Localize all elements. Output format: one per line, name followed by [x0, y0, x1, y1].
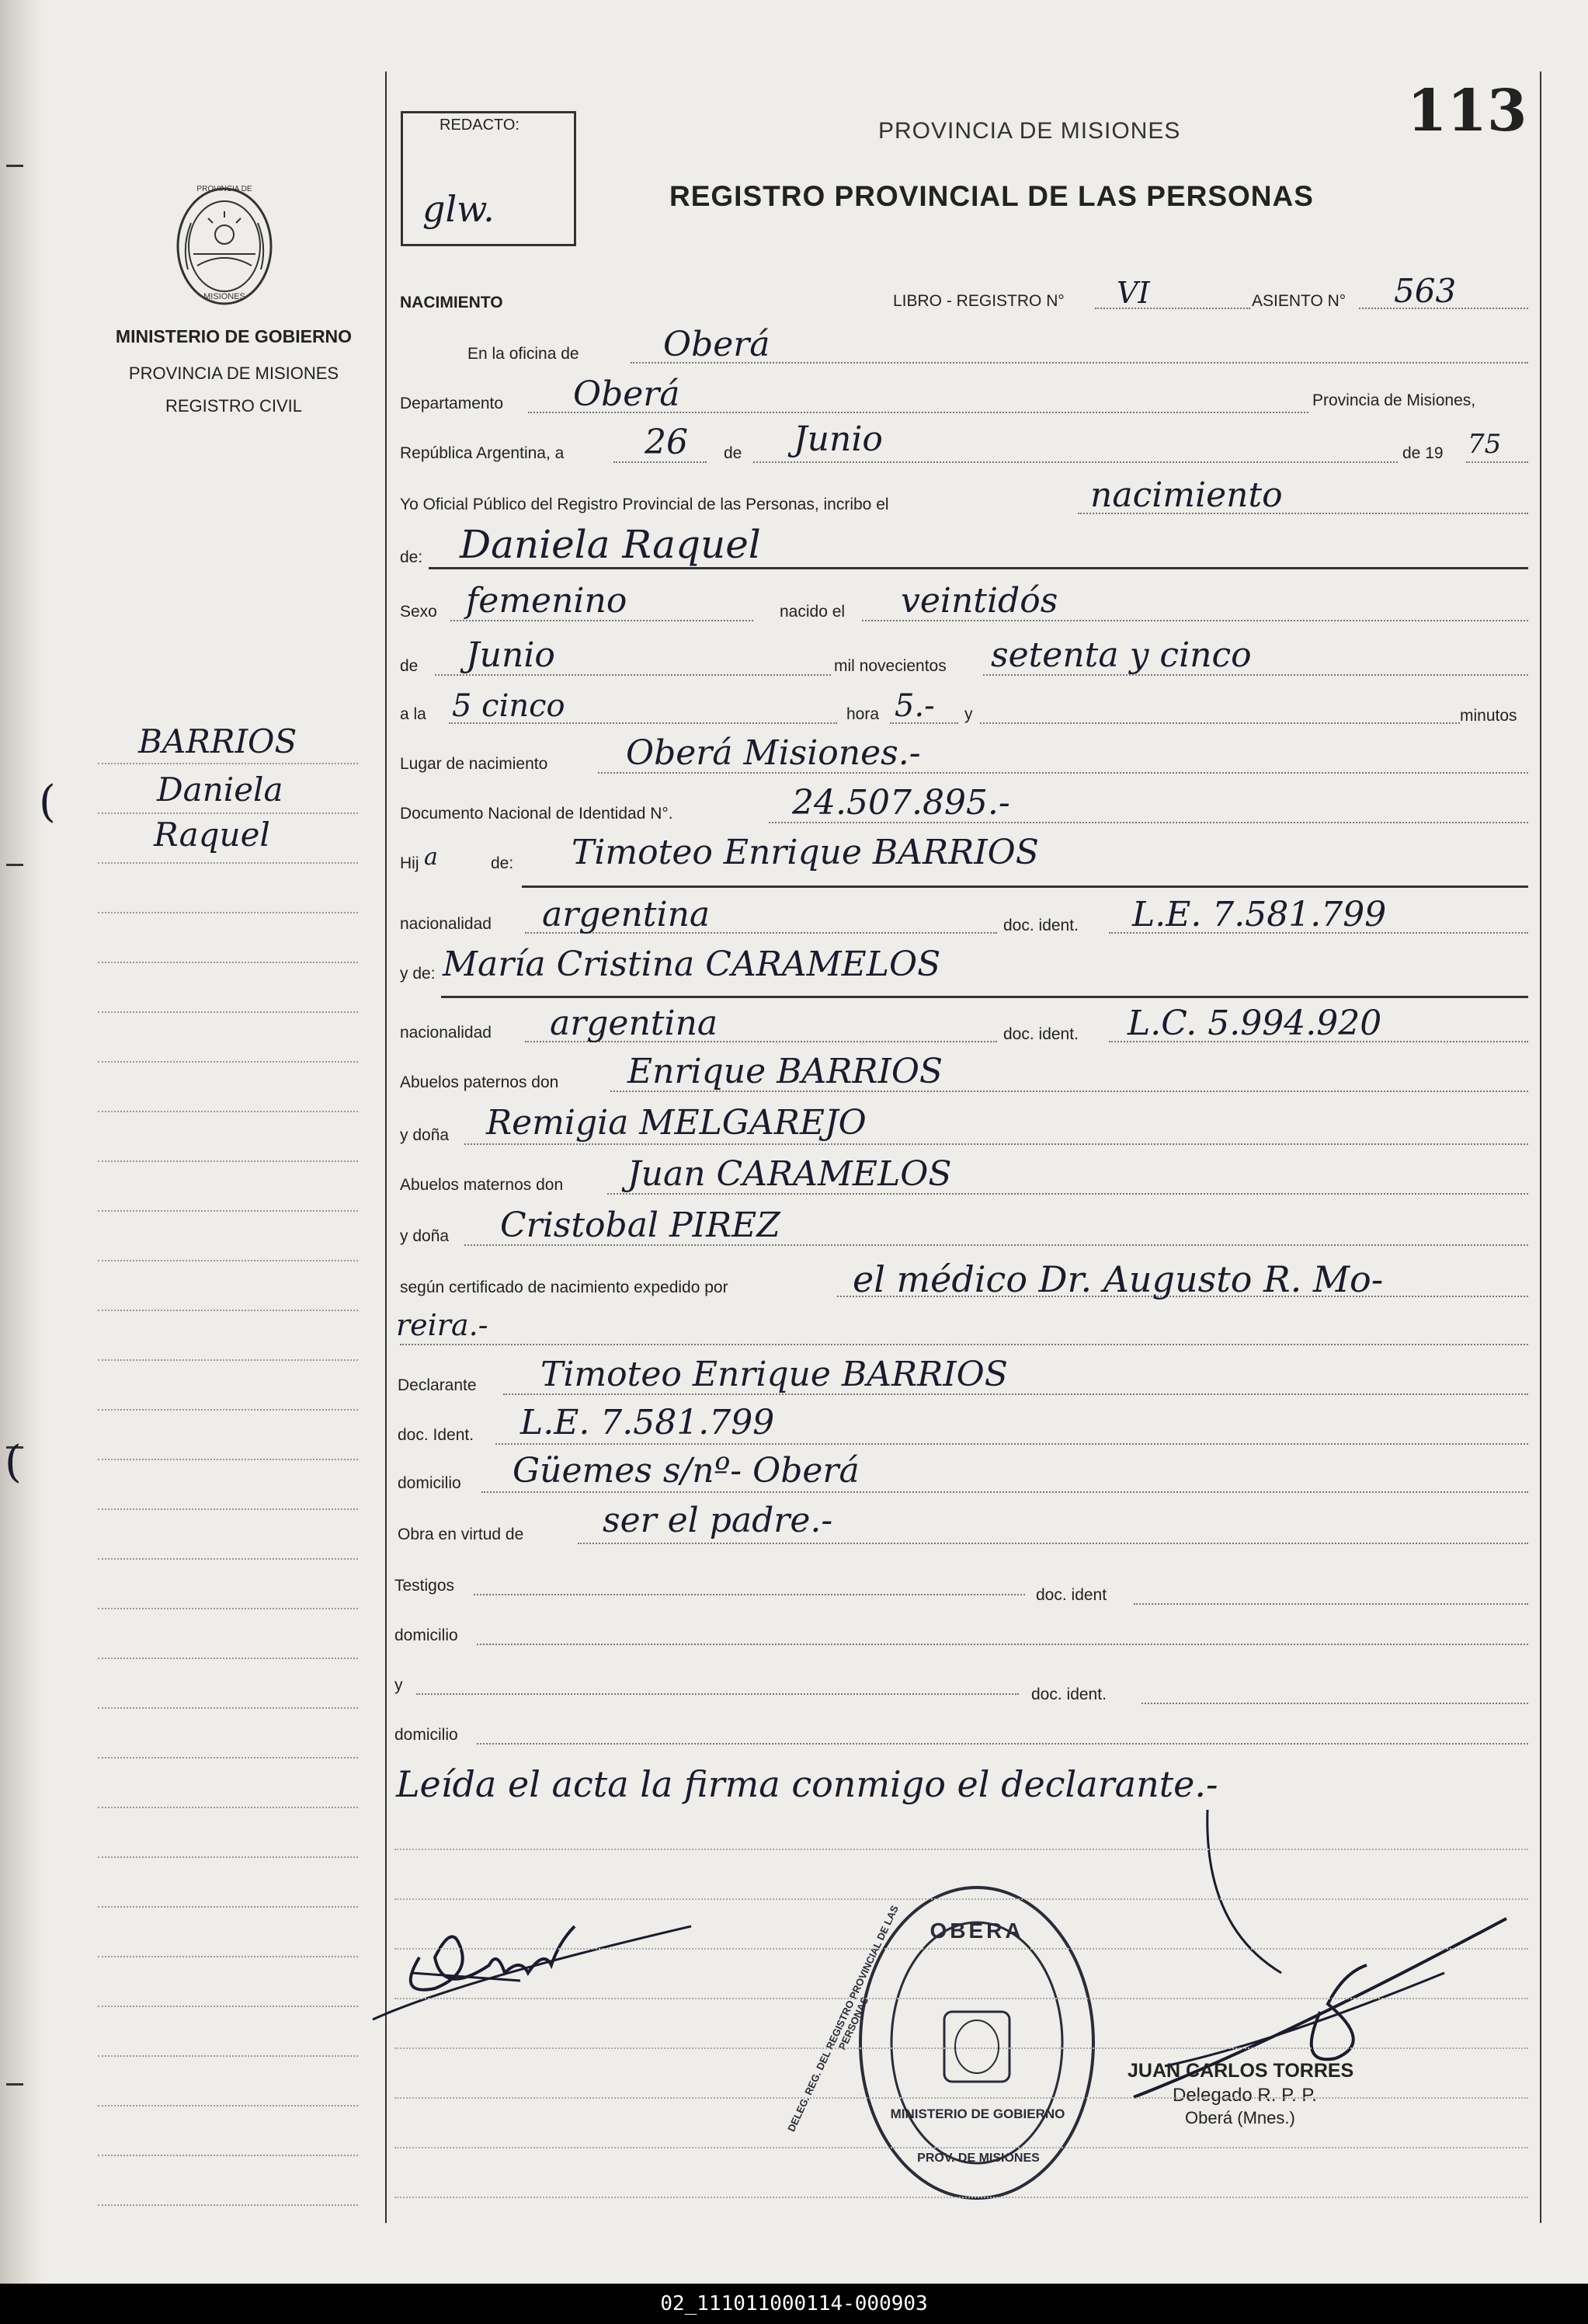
- sidebar-registro-civil: REGISTRO CIVIL: [165, 396, 303, 416]
- margin-name-line-2: Daniela: [157, 771, 283, 809]
- doc-dec-value: L.E. 7.581.799: [520, 1403, 775, 1442]
- doc-t1-field-line: [1134, 1603, 1528, 1605]
- minutos-field-line: [980, 722, 1460, 724]
- certificado-cont-line: [400, 1344, 1528, 1345]
- declarante-value: Timoteo Enrique BARRIOS: [540, 1355, 1008, 1394]
- libro-value: VI: [1117, 276, 1150, 310]
- certificado-value: el médico Dr. Augusto R. Mo-: [853, 1258, 1384, 1300]
- hijo-de-label: de:: [491, 854, 514, 872]
- departamento-label: Departamento: [400, 395, 504, 412]
- nombre-field-line: [429, 567, 1528, 569]
- anio-text-value: setenta y cinco: [991, 635, 1252, 675]
- nac2-label: nacionalidad: [400, 1024, 492, 1042]
- redacto-label: REDACTO:: [440, 117, 519, 134]
- doc-dec-label: doc. Ident.: [398, 1426, 474, 1444]
- nac1-label: nacionalidad: [400, 915, 492, 933]
- day-value: 26: [645, 423, 688, 462]
- margin-name-line-1: BARRIOS: [138, 722, 297, 760]
- ala-label: a la: [400, 705, 426, 723]
- minutos-label: minutos: [1460, 707, 1517, 725]
- margin-ruled-line: [98, 1856, 358, 1858]
- mes2-value: Junio: [466, 635, 555, 675]
- margin-ruled-line: [98, 1658, 358, 1659]
- libro-label: LIBRO - REGISTRO N°: [893, 292, 1065, 310]
- margin-check-mark: (: [5, 1437, 22, 1487]
- margin-ruled-line: [98, 1359, 358, 1361]
- abuela-pat-field-line: [464, 1143, 1528, 1145]
- y-t-field-line: [416, 1693, 1019, 1695]
- margin-ruled-line: [98, 1558, 358, 1560]
- year-value: 75: [1468, 429, 1502, 460]
- de-label: de: [724, 444, 742, 462]
- doc-t2-field-line: [1141, 1703, 1528, 1704]
- margin-ruled-line: [98, 1061, 358, 1063]
- oficina-value: Oberá: [663, 325, 770, 364]
- y-label: y: [964, 705, 973, 723]
- declarante-label: Declarante: [398, 1376, 477, 1394]
- obra-label: Obra en virtud de: [398, 1526, 524, 1543]
- inscribe-value: nacimiento: [1090, 475, 1283, 515]
- dom-t1-label: domicilio: [394, 1626, 458, 1644]
- asiento-value: 563: [1394, 272, 1457, 310]
- nac2-value: argentina: [550, 1004, 718, 1043]
- signature-area-ruled-line: [394, 1849, 1528, 1850]
- testigos-field-line: [474, 1594, 1025, 1595]
- oficina-label: En la oficina de: [467, 345, 579, 363]
- margin-ruled-line: [98, 1111, 358, 1112]
- hora-label: hora: [846, 705, 880, 723]
- margin-ruled-line: [98, 912, 358, 913]
- dni-value: 24.507.895.-: [792, 783, 1010, 823]
- doc2-label: doc. ident.: [1003, 1025, 1079, 1043]
- abuelos-mat-label: Abuelos maternos don: [400, 1176, 564, 1194]
- redacto-value: glw.: [422, 188, 495, 230]
- closing-text: Leída el acta la firma conmigo el declarante.-: [396, 1763, 1218, 1805]
- dom-t2-label: domicilio: [394, 1726, 458, 1744]
- testigos-label: Testigos: [394, 1577, 455, 1595]
- signer-name: JUAN CARLOS TORRES: [1128, 2060, 1354, 2082]
- doc-t1-label: doc. ident: [1036, 1586, 1107, 1604]
- abuelo-pat-value: Enrique BARRIOS: [627, 1052, 943, 1091]
- mil-label: mil novecientos: [834, 657, 947, 675]
- signature-area-ruled-line: [394, 2047, 1528, 2049]
- margin-ruled-line: [98, 1160, 358, 1162]
- margin-ruled-line: [98, 763, 358, 764]
- margin-check-mark: (: [39, 777, 56, 827]
- sidebar-ministry: MINISTERIO DE GOBIERNO: [115, 326, 353, 346]
- nombre-value: Daniela Raquel: [460, 522, 761, 567]
- margin-ruled-line: [98, 812, 358, 814]
- departamento-value: Oberá: [573, 374, 680, 414]
- margin-mark: [6, 165, 23, 167]
- lugar-value: Oberá Misiones.-: [626, 733, 921, 773]
- ydona2-label: y doña: [400, 1227, 450, 1245]
- month-field-line: [753, 461, 1398, 463]
- signature-area-ruled-line: [394, 2197, 1528, 2198]
- doc1-value: L.E. 7.581.799: [1132, 895, 1387, 934]
- margin-ruled-line: [98, 2105, 358, 2107]
- seal-top-text: PROVINCIA DE: [196, 185, 252, 193]
- nac1-value: argentina: [542, 895, 711, 934]
- abuelo-mat-value: Juan CARAMELOS: [627, 1154, 952, 1194]
- frame-right-line: [1540, 71, 1541, 2223]
- margin-ruled-line: [98, 1210, 358, 1212]
- dni-label: Documento Nacional de Identidad N°.: [400, 805, 673, 823]
- obra-field-line: [578, 1543, 1528, 1544]
- signer-place: Oberá (Mnes.): [1185, 2108, 1295, 2127]
- sexo-label: Sexo: [400, 603, 437, 621]
- margin-ruled-line: [98, 2155, 358, 2156]
- hijo-label: Hij: [400, 854, 419, 872]
- madre-label: y de:: [400, 965, 436, 983]
- padre-value: Timoteo Enrique BARRIOS: [572, 833, 1039, 872]
- domicilio-field-line: [481, 1491, 1528, 1493]
- signature-area-ruled-line: [394, 1898, 1528, 1900]
- margin-ruled-line: [98, 862, 358, 864]
- declarant-signature: [365, 1864, 707, 2035]
- dom-t2-field-line: [477, 1743, 1528, 1745]
- file-id-footer: 02_111011000114-000903: [0, 2284, 1588, 2324]
- margin-ruled-line: [98, 1508, 358, 1510]
- stamp-place: OBERA: [930, 1919, 1024, 1943]
- page-number: 113: [1407, 78, 1527, 144]
- obra-value: ser el padre.-: [603, 1501, 833, 1540]
- domicilio-label: domicilio: [398, 1474, 461, 1492]
- margin-ruled-line: [98, 2204, 358, 2206]
- certificado-cont-value: reira.-: [396, 1308, 488, 1342]
- doc-t2-label: doc. ident.: [1031, 1686, 1107, 1703]
- month-value: Junio: [794, 419, 883, 459]
- stamp-bottom-text: PROV. DE MISIONES: [917, 2152, 1040, 2165]
- doc2-value: L.C. 5.994.920: [1128, 1004, 1382, 1043]
- certificado-label: según certificado de nacimiento expedido por: [400, 1279, 728, 1296]
- margin-ruled-line: [98, 1608, 358, 1609]
- signature-area-ruled-line: [394, 2097, 1528, 2099]
- dom-t1-field-line: [477, 1644, 1528, 1645]
- signature-area-ruled-line: [394, 1948, 1528, 1950]
- margin-ruled-line: [98, 1707, 358, 1709]
- lugar-label: Lugar de nacimiento: [400, 755, 548, 773]
- nacido-value: veintidós: [901, 581, 1058, 621]
- doc1-label: doc. ident.: [1003, 917, 1079, 934]
- sexo-value: femenino: [466, 581, 627, 621]
- year-field-line: [1466, 461, 1528, 463]
- margin-ruled-line: [98, 1011, 358, 1013]
- hora-value: 5.-: [895, 688, 935, 724]
- republica-label: República Argentina, a: [400, 444, 565, 462]
- margin-ruled-line: [98, 1956, 358, 1957]
- doc-dec-field-line: [495, 1443, 1528, 1445]
- abuela-mat-value: Cristobal PIREZ: [500, 1205, 780, 1245]
- inscribe-label: Yo Oficial Público del Registro Provincial de las Personas, incribo el: [400, 496, 889, 513]
- header-registry: REGISTRO PROVINCIAL DE LAS PERSONAS: [669, 180, 1314, 212]
- y-t-label: y: [394, 1676, 403, 1694]
- book-spine: [0, 0, 45, 2284]
- margin-ruled-line: [98, 1260, 358, 1261]
- margin-ruled-line: [98, 1409, 358, 1411]
- nombre-label: de:: [400, 548, 423, 566]
- margin-name-line-3: Raquel: [154, 816, 270, 854]
- margin-mark: [6, 864, 23, 866]
- mes2-label: de: [400, 657, 419, 675]
- stamp-inner-text: MINISTERIO DE GOBIERNO: [890, 2107, 1065, 2121]
- asiento-label: ASIENTO N°: [1252, 292, 1346, 310]
- padre-field-line: [522, 885, 1528, 888]
- madre-value: María Cristina CARAMELOS: [443, 945, 941, 984]
- hijo-suffix: a: [424, 844, 438, 871]
- margin-ruled-line: [98, 2055, 358, 2057]
- stamp-outer-text: DELEG. REG. DEL REGISTRO PROVINCIAL DE LAS PERSONAS: [785, 1903, 901, 2134]
- madre-field-line: [441, 996, 1528, 998]
- provincia-suffix: Provincia de Misiones,: [1312, 391, 1476, 409]
- year-label: de 19: [1402, 444, 1444, 462]
- abuelos-pat-label: Abuelos paternos don: [400, 1073, 559, 1091]
- ydona1-label: y doña: [400, 1126, 450, 1144]
- domicilio-value: Güemes s/nº- Oberá: [513, 1451, 860, 1491]
- margin-ruled-line: [98, 1807, 358, 1808]
- margin-ruled-line: [98, 2006, 358, 2007]
- sidebar-province: PROVINCIA DE MISIONES: [128, 364, 339, 383]
- header-province: PROVINCIA DE MISIONES: [878, 118, 1181, 144]
- signature-area-ruled-line: [394, 2147, 1528, 2148]
- margin-ruled-line: [98, 962, 358, 963]
- nacido-label: nacido el: [780, 603, 846, 621]
- signature-area-ruled-line: [394, 1998, 1528, 1999]
- ala-value: 5 cinco: [452, 688, 565, 724]
- seal-bottom-text: MISIONES: [203, 292, 245, 301]
- margin-ruled-line: [98, 1906, 358, 1908]
- margin-ruled-line: [98, 1459, 358, 1460]
- margin-ruled-line: [98, 1757, 358, 1759]
- signer-title: Delegado R. P. P.: [1173, 2085, 1317, 2106]
- act-type-label: NACIMIENTO: [400, 294, 503, 311]
- margin-ruled-line: [98, 1310, 358, 1311]
- abuela-pat-value: Remigia MELGAREJO: [486, 1103, 867, 1143]
- margin-mark: [6, 2083, 23, 2086]
